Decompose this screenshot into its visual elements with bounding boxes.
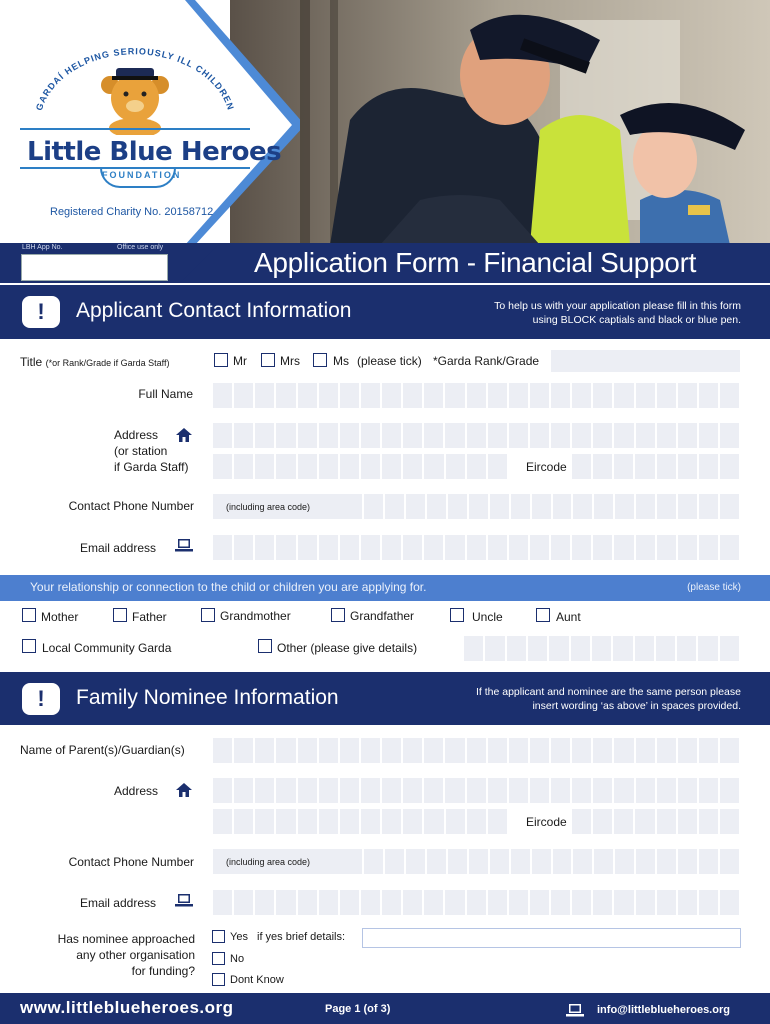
mr-checkbox[interactable] <box>214 353 228 367</box>
grandfather-label: Grandfather <box>350 609 415 623</box>
nominee-email-label: Email address <box>79 896 156 910</box>
nominee-section-note: If the applicant and nominee are the same person please insert wording ‘as above’ in spaces provided. <box>475 686 741 712</box>
other-label: Other (please give details) <box>277 641 418 655</box>
nominee-section-title: Family Nominee Information <box>76 686 339 709</box>
mother-label: Mother <box>41 610 79 624</box>
website-link[interactable]: www.littleblueheroes.org <box>20 998 234 1017</box>
phone-field[interactable] <box>343 494 741 519</box>
band-chevron <box>180 243 260 283</box>
nominee-email-field[interactable] <box>213 890 741 915</box>
father-label: Father <box>132 610 167 624</box>
aunt-label: Aunt <box>556 610 581 624</box>
nominee-area-code-hint: (including area code) <box>226 857 311 867</box>
full-name-label: Full Name <box>138 387 193 401</box>
nominee-eircode-label: Eircode <box>526 815 567 829</box>
footer-email-link[interactable]: info@littleblueheroes.org <box>597 1004 730 1016</box>
yes-details-field[interactable] <box>362 928 741 948</box>
exclamation-icon: ! <box>22 683 60 715</box>
brand-name: Little Blue Heroes <box>27 137 282 167</box>
yes-details-label: if yes brief details: <box>257 931 346 943</box>
app-no-field[interactable] <box>21 254 168 281</box>
ms-checkbox[interactable] <box>313 353 327 367</box>
charity-number: Registered Charity No. 20158712 <box>50 206 214 218</box>
laptop-icon <box>566 1002 584 1018</box>
phone-label: Contact Phone Number <box>68 499 194 513</box>
no-checkbox[interactable] <box>212 952 225 965</box>
dont-know-checkbox[interactable] <box>212 973 225 986</box>
foundation-tag: FOUNDATION <box>100 168 176 188</box>
eircode-field[interactable] <box>572 454 741 479</box>
grandmother-label: Grandmother <box>220 609 291 623</box>
form-title: Application Form - Financial Support <box>254 247 697 278</box>
header <box>0 0 770 245</box>
nominee-phone-label: Contact Phone Number <box>68 855 194 869</box>
full-name-field[interactable] <box>213 383 741 408</box>
applicant-section-note: To help us with your application please fill in this form using BLOCK captials and black or blue pen. <box>494 300 741 326</box>
nominee-eircode-field[interactable] <box>572 809 741 834</box>
mr-label: Mr <box>233 354 247 368</box>
please-tick-hint: (please tick) <box>357 354 422 368</box>
garda-label: Local Community Garda <box>42 641 172 655</box>
other-details-field[interactable] <box>464 636 741 661</box>
page-number: Page 1 (of 3) <box>325 1003 391 1015</box>
nominee-address-label: Address <box>114 784 159 798</box>
logo-emblem <box>30 40 240 135</box>
title-label: Title (*or Rank/Grade if Garda Staff) <box>20 355 170 369</box>
approached-label: Has nominee approached any other organisation for funding? <box>57 932 195 978</box>
father-checkbox[interactable] <box>113 608 127 622</box>
parent-name-label: Name of Parent(s)/Guardian(s) <box>20 743 185 757</box>
no-label: No <box>230 953 245 965</box>
email-label: Email address <box>79 541 156 555</box>
nominee-address-line-2-field[interactable] <box>213 809 509 834</box>
area-code-hint: (including area code) <box>226 502 311 512</box>
relationship-prompt: Your relationship or connection to the child or children you are applying for. <box>30 580 427 594</box>
mrs-checkbox[interactable] <box>261 353 275 367</box>
office-use-label: Office use only <box>117 244 164 251</box>
address-line-1-field[interactable] <box>213 423 741 448</box>
grandmother-checkbox[interactable] <box>201 608 215 622</box>
laptop-icon <box>175 892 193 908</box>
mother-checkbox[interactable] <box>22 608 36 622</box>
other-checkbox[interactable] <box>258 639 272 653</box>
parent-name-field[interactable] <box>213 738 741 763</box>
exclamation-icon: ! <box>22 296 60 328</box>
brand-rule-top <box>20 128 250 130</box>
garda-rank-label: *Garda Rank/Grade <box>433 354 540 368</box>
nominee-address-line-1-field[interactable] <box>213 778 741 803</box>
nominee-phone-field[interactable] <box>343 849 741 874</box>
aunt-checkbox[interactable] <box>536 608 550 622</box>
garda-checkbox[interactable] <box>22 639 36 653</box>
ms-label: Ms <box>333 354 349 368</box>
nominee-section-bar <box>0 672 770 725</box>
house-icon <box>176 427 192 443</box>
address-label: Address (or station if Garda Staff) <box>114 428 189 474</box>
svg-text:GARDAÍ HELPING SERIOUSLY ILL C: GARDAÍ HELPING SERIOUSLY ILL CHILDREN <box>33 46 237 112</box>
laptop-icon <box>175 537 193 553</box>
applicant-section-title: Applicant Contact Information <box>76 299 352 322</box>
house-icon <box>176 782 192 798</box>
eircode-label: Eircode <box>526 460 567 474</box>
dont-know-label: Dont Know <box>230 974 284 986</box>
app-no-label: LBH App No. <box>22 244 63 251</box>
yes-checkbox[interactable] <box>212 930 225 943</box>
address-line-2-field[interactable] <box>213 454 509 479</box>
relationship-tick-hint: (please tick) <box>687 582 741 593</box>
garda-rank-field[interactable] <box>551 350 740 372</box>
applicant-section-bar <box>0 285 770 339</box>
uncle-label: Uncle <box>472 610 503 624</box>
mrs-label: Mrs <box>280 354 300 368</box>
yes-label: Yes <box>230 931 248 943</box>
grandfather-checkbox[interactable] <box>331 608 345 622</box>
uncle-checkbox[interactable] <box>450 608 464 622</box>
email-field[interactable] <box>213 535 741 560</box>
